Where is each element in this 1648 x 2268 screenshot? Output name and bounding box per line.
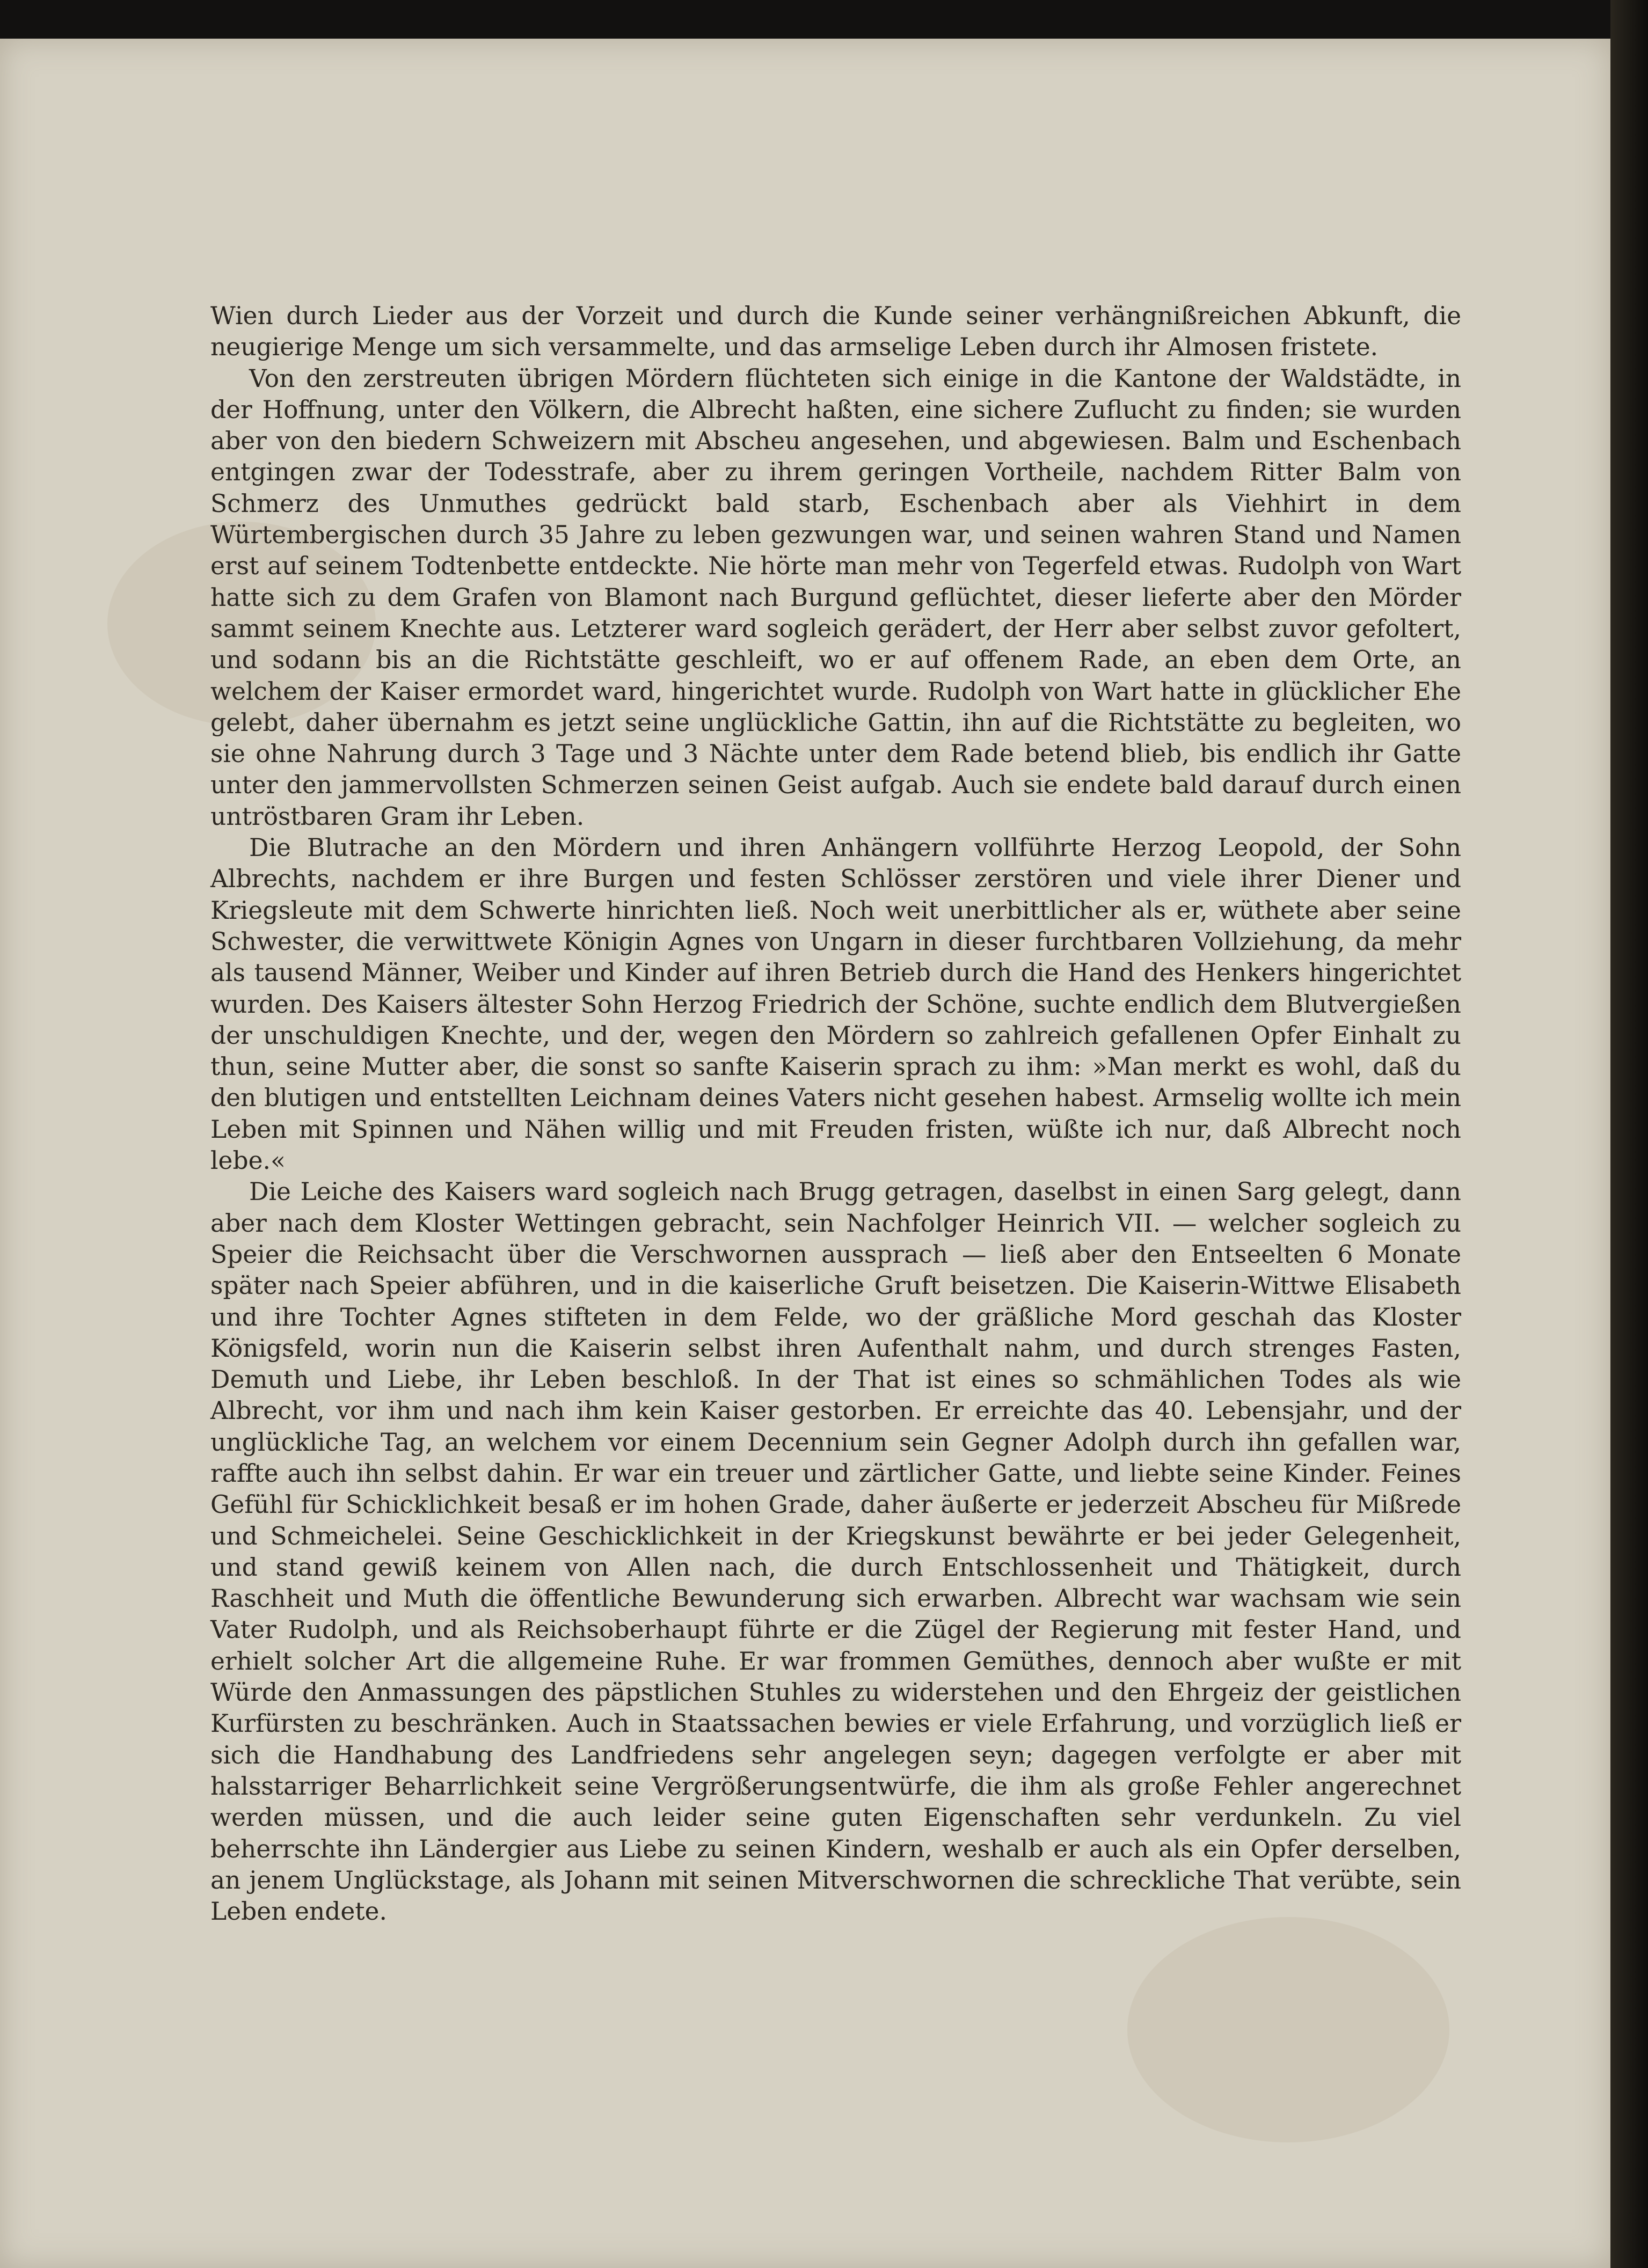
- paragraph: Die Leiche des Kaisers ward sogleich nach Brugg getragen, daselbst in einen Sarg gelegt, dann aber nach dem Kloster Wettingen gebracht, sein Nachfolger Heinrich VII. — welcher sogleich zu Speier die Reichsacht über die Verschwornen aussprach — ließ aber den Entseelten 6 Monate später nach Speier abführen, und in die kaiserliche Gruft beisetzen. Die Kaiserin-Wittwe Elisabeth und ihre Tochter Agnes stifteten in dem Felde, wo der gräßliche Mord geschah das Kloster Königsfeld, worin nun die Kaiserin selbst ihren Aufenthalt nahm, und durch strenges Fasten, Demuth und Liebe, ihr Leben beschloß. In der That ist eines so schmählichen Todes als wie Albrecht, vor ihm und nach ihm kein Kaiser gestorben. Er erreichte das 40. Lebensjahr, und der unglückliche Tag, an welchem vor einem Decennium sein Gegner Adolph durch ihn gefallen war, raffte auch ihn selbst dahin. Er war ein treuer und zärtlicher Gatte, und liebte seine Kinder. Feines Gefühl für Schicklichkeit besaß er im hohen Grade, daher äußerte er jederzeit Abscheu für Mißrede und Schmeichelei. Seine Geschicklichkeit in der Kriegskunst bewährte er bei jeder Gelegenheit, und stand gewiß keinem von Allen nach, die durch Entschlossenheit und Thätigkeit, durch Raschheit und Muth die öffentliche Bewunderung sich erwarben. Albrecht war wachsam wie sein Vater Rudolph, und als Reichsoberhaupt führte er die Zügel der Regierung mit fester Hand, und erhielt solcher Art die allgemeine Ruhe. Er war frommen Gemüthes, dennoch aber wußte er mit Würde den Anmassungen des päpstlichen Stuhles zu widerstehen und den Ehrgeiz der geistlichen Kurfürsten zu beschränken. Auch in Staatssachen bewies er viele Erfahrung, und vorzüglich ließ er sich die Handhabung des Landfriedens sehr angelegen seyn; dagegen verfolgte er aber mit halsstarriger Beharrlichkeit seine Vergrößerungsentwürfe, die ihm als große Fehler angerechnet werden müssen, und die auch leider seine guten Eigenschaften sehr verdunkeln. Zu viel beherrschte ihn Ländergier aus Liebe zu seinen Kindern, weshalb er auch als ein Opfer derselben, an jenem Unglückstage, als Johann mit seinen Mitverschwornen die schreckliche That verübte, sein Leben endete.: [210, 1177, 1461, 1926]
- scan-right-border: [1610, 0, 1648, 2268]
- body-text: [210, 301, 1461, 1927]
- paragraph: Von den zerstreuten übrigen Mördern flüchteten sich einige in die Kantone der Waldstädte, in der Hoffnung, unter den Völkern, die Albrecht haßten, eine sichere Zuflucht zu finden; sie wurden aber von den biedern Schweizern mit Abscheu angesehen, und abgewiesen. Balm und Eschenbach entgingen zwar der Todesstrafe, aber zu ihrem geringen Vortheile, nachdem Ritter Balm von Schmerz des Unmuthes gedrückt bald starb, Eschenbach aber als Viehhirt in dem Würtembergischen durch 35 Jahre zu leben gezwungen war, und seinen wahren Stand und Namen erst auf seinem Todtenbette entdeckte. Nie hörte man mehr von Tegerfeld etwas. Rudolph von Wart hatte sich zu dem Grafen von Blamont nach Burgund geflüchtet, dieser lieferte aber den Mörder sammt seinem Knechte aus. Letzterer ward sogleich gerädert, der Herr aber selbst zuvor gefoltert, und sodann bis an die Richtstätte geschleift, wo er auf offenem Rade, an eben dem Orte, an welchem der Kaiser ermordet ward, hingerichtet wurde. Rudolph von Wart hatte in glücklicher Ehe gelebt, daher übernahm es jetzt seine unglückliche Gattin, ihn auf die Richtstätte zu begleiten, wo sie ohne Nahrung durch 3 Tage und 3 Nächte unter dem Rade betend blieb, bis endlich ihr Gatte unter den jammervollsten Schmerzen seinen Geist aufgab. Auch sie endete bald darauf durch einen untröstbaren Gram ihr Leben.: [210, 364, 1461, 831]
- paper-stain: [1127, 1917, 1449, 2142]
- paragraph: Wien durch Lieder aus der Vorzeit und durch die Kunde seiner verhängnißreichen Abkunft, die neugierige Menge um sich versammelte, und das armselige Leben durch ihr Almosen fristete.: [210, 302, 1461, 362]
- scan-top-border: [0, 0, 1648, 39]
- paragraph: Die Blutrache an den Mördern und ihren Anhängern vollführte Herzog Leopold, der Sohn Albrechts, nachdem er ihre Burgen und festen Schlösser zerstören und viele ihrer Diener und Kriegsleute mit dem Schwerte hinrichten ließ. Noch weit unerbittlicher als er, wüthete aber seine Schwester, die verwittwete Königin Agnes von Ungarn in dieser furchtbaren Vollziehung, da mehr als tausend Männer, Weiber und Kinder auf ihren Betrieb durch die Hand des Henkers hingerichtet wurden. Des Kaisers ältester Sohn Herzog Friedrich der Schöne, suchte endlich dem Blutvergießen der unschuldigen Knechte, und der, wegen den Mördern so zahlreich gefallenen Opfer Einhalt zu thun, seine Mutter aber, die sonst so sanfte Kaiserin sprach zu ihm: »Man merkt es wohl, daß du den blutigen und entstellten Leichnam deines Vaters nicht gesehen habest. Armselig wollte ich mein Leben mit Spinnen und Nähen willig und mit Freuden fristen, wüßte ich nur, daß Albrecht noch lebe.«: [210, 833, 1461, 1175]
